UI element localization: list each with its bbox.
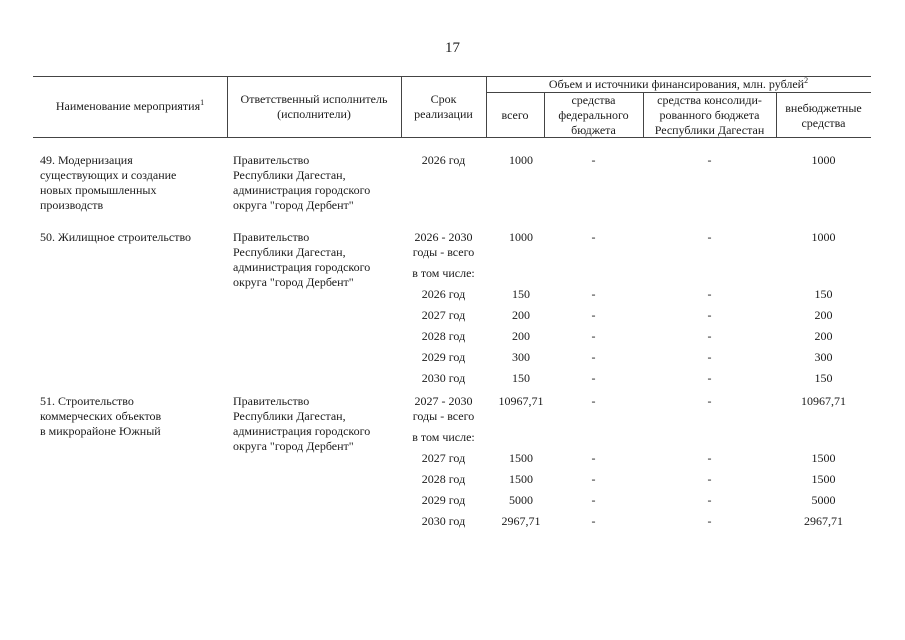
row-51-year-term: 2029 год bbox=[421, 493, 466, 507]
row-49-consolidated: - bbox=[707, 153, 712, 167]
page-number: 17 bbox=[445, 40, 460, 56]
row-51-year-term: 2030 год bbox=[421, 514, 466, 528]
row-51-year-extra: 1500 bbox=[811, 472, 836, 486]
row-51-year-total: 1500 bbox=[509, 451, 533, 465]
header-extra: внебюджетные средства bbox=[785, 101, 862, 130]
row-50-including: в том числе: bbox=[412, 266, 475, 280]
header-funding: Объем и источники финансирования, млн. рублей$^2$ bbox=[548, 76, 809, 91]
row-51-year-term: 2028 год bbox=[421, 472, 466, 486]
row-50-year-term: 2028 год bbox=[421, 329, 466, 343]
row-51-name: 51. Строительство коммерческих объектов в микрорайоне Южный bbox=[40, 394, 162, 438]
row-50-year-federal: - bbox=[591, 329, 596, 343]
row-51-year-federal: - bbox=[591, 451, 596, 465]
row-50-year-total: 200 bbox=[512, 329, 530, 343]
row-50-year-federal: - bbox=[591, 371, 596, 385]
row-50-year-consolidated: - bbox=[707, 308, 712, 322]
row-51-federal: - bbox=[591, 394, 596, 408]
header-name: Наименование мероприятия$^1$ bbox=[55, 98, 205, 113]
row-49-name: 49. Модернизация существующих и создание новых промышленных производств bbox=[40, 153, 177, 212]
row-49-federal: - bbox=[591, 153, 596, 167]
row-50-executor: Правительство Республики Дагестан, администрация городского округа "город Дербент" bbox=[233, 230, 371, 289]
row-50-year-consolidated: - bbox=[707, 287, 712, 301]
row-50-year-term: 2029 год bbox=[421, 350, 466, 364]
row-50-year-federal: - bbox=[591, 350, 596, 364]
row-50-year-consolidated: - bbox=[707, 371, 712, 385]
row-50-name: 50. Жилищное строительство bbox=[40, 230, 192, 244]
row-50-year-federal: - bbox=[591, 287, 596, 301]
row-51-including: в том числе: bbox=[412, 430, 475, 444]
row-51-year-consolidated: - bbox=[707, 493, 712, 507]
row-50-year-extra: 150 bbox=[814, 287, 833, 301]
row-50-year-federal: - bbox=[591, 308, 596, 322]
row-51-executor: Правительство Республики Дагестан, администрация городского округа "город Дербент" bbox=[233, 394, 371, 453]
row-51-year-extra: 5000 bbox=[811, 493, 836, 507]
header-consolidated: средства консолиди- рованного бюджета Республики Дагестан bbox=[654, 93, 765, 137]
header-term: Срок реализации bbox=[414, 92, 473, 121]
row-51-year-federal: - bbox=[591, 493, 596, 507]
row-49-total: 1000 bbox=[509, 153, 533, 167]
header-total: всего bbox=[501, 108, 529, 122]
row-51-total: 10967,71 bbox=[498, 394, 544, 408]
header-federal: средства федерального бюджета bbox=[558, 93, 629, 137]
row-51-year-consolidated: - bbox=[707, 514, 712, 528]
row-50-year-term: 2026 год bbox=[421, 287, 466, 301]
row-50-year-consolidated: - bbox=[707, 329, 712, 343]
row-50-term: 2026 - 2030 годы - всего bbox=[412, 230, 475, 259]
row-51-year-consolidated: - bbox=[707, 472, 712, 486]
row-50-year-extra: 300 bbox=[814, 350, 833, 364]
header-executor: Ответственный исполнитель (исполнители) bbox=[240, 92, 388, 121]
row-50-year-term: 2030 год bbox=[421, 371, 466, 385]
row-51-consolidated: - bbox=[707, 394, 712, 408]
row-50-total: 1000 bbox=[509, 230, 533, 244]
row-50-extra: 1000 bbox=[811, 230, 836, 244]
footnote-mark: 1 bbox=[200, 98, 205, 107]
row-51-year-total: 2967,71 bbox=[501, 514, 541, 528]
row-50-year-extra: 200 bbox=[814, 308, 833, 322]
row-51-term: 2027 - 2030 годы - всего bbox=[412, 394, 475, 423]
row-50-year-extra: 150 bbox=[814, 371, 833, 385]
row-50-year-consolidated: - bbox=[707, 350, 712, 364]
row-51-year-federal: - bbox=[591, 472, 596, 486]
row-49-executor: Правительство Республики Дагестан, администрация городского округа "город Дербент" bbox=[233, 153, 371, 212]
row-51-year-extra: 1500 bbox=[811, 451, 836, 465]
row-49-term: 2026 год bbox=[421, 153, 466, 167]
row-50-consolidated: - bbox=[707, 230, 712, 244]
row-51-extra: 10967,71 bbox=[801, 394, 846, 408]
row-50-year-total: 150 bbox=[512, 371, 530, 385]
row-51-year-federal: - bbox=[591, 514, 596, 528]
row-51-year-term: 2027 год bbox=[421, 451, 466, 465]
row-50-federal: - bbox=[591, 230, 596, 244]
row-51-year-extra: 2967,71 bbox=[804, 514, 843, 528]
row-50-year-extra: 200 bbox=[814, 329, 833, 343]
footnote-mark: 2 bbox=[804, 76, 809, 85]
row-51-year-total: 1500 bbox=[509, 472, 533, 486]
row-50-year-total: 300 bbox=[512, 350, 530, 364]
row-51-year-consolidated: - bbox=[707, 451, 712, 465]
row-49-extra: 1000 bbox=[811, 153, 836, 167]
row-50-year-total: 200 bbox=[512, 308, 530, 322]
row-50-year-term: 2027 год bbox=[421, 308, 466, 322]
row-50-year-total: 150 bbox=[512, 287, 530, 301]
row-51-year-total: 5000 bbox=[509, 493, 533, 507]
